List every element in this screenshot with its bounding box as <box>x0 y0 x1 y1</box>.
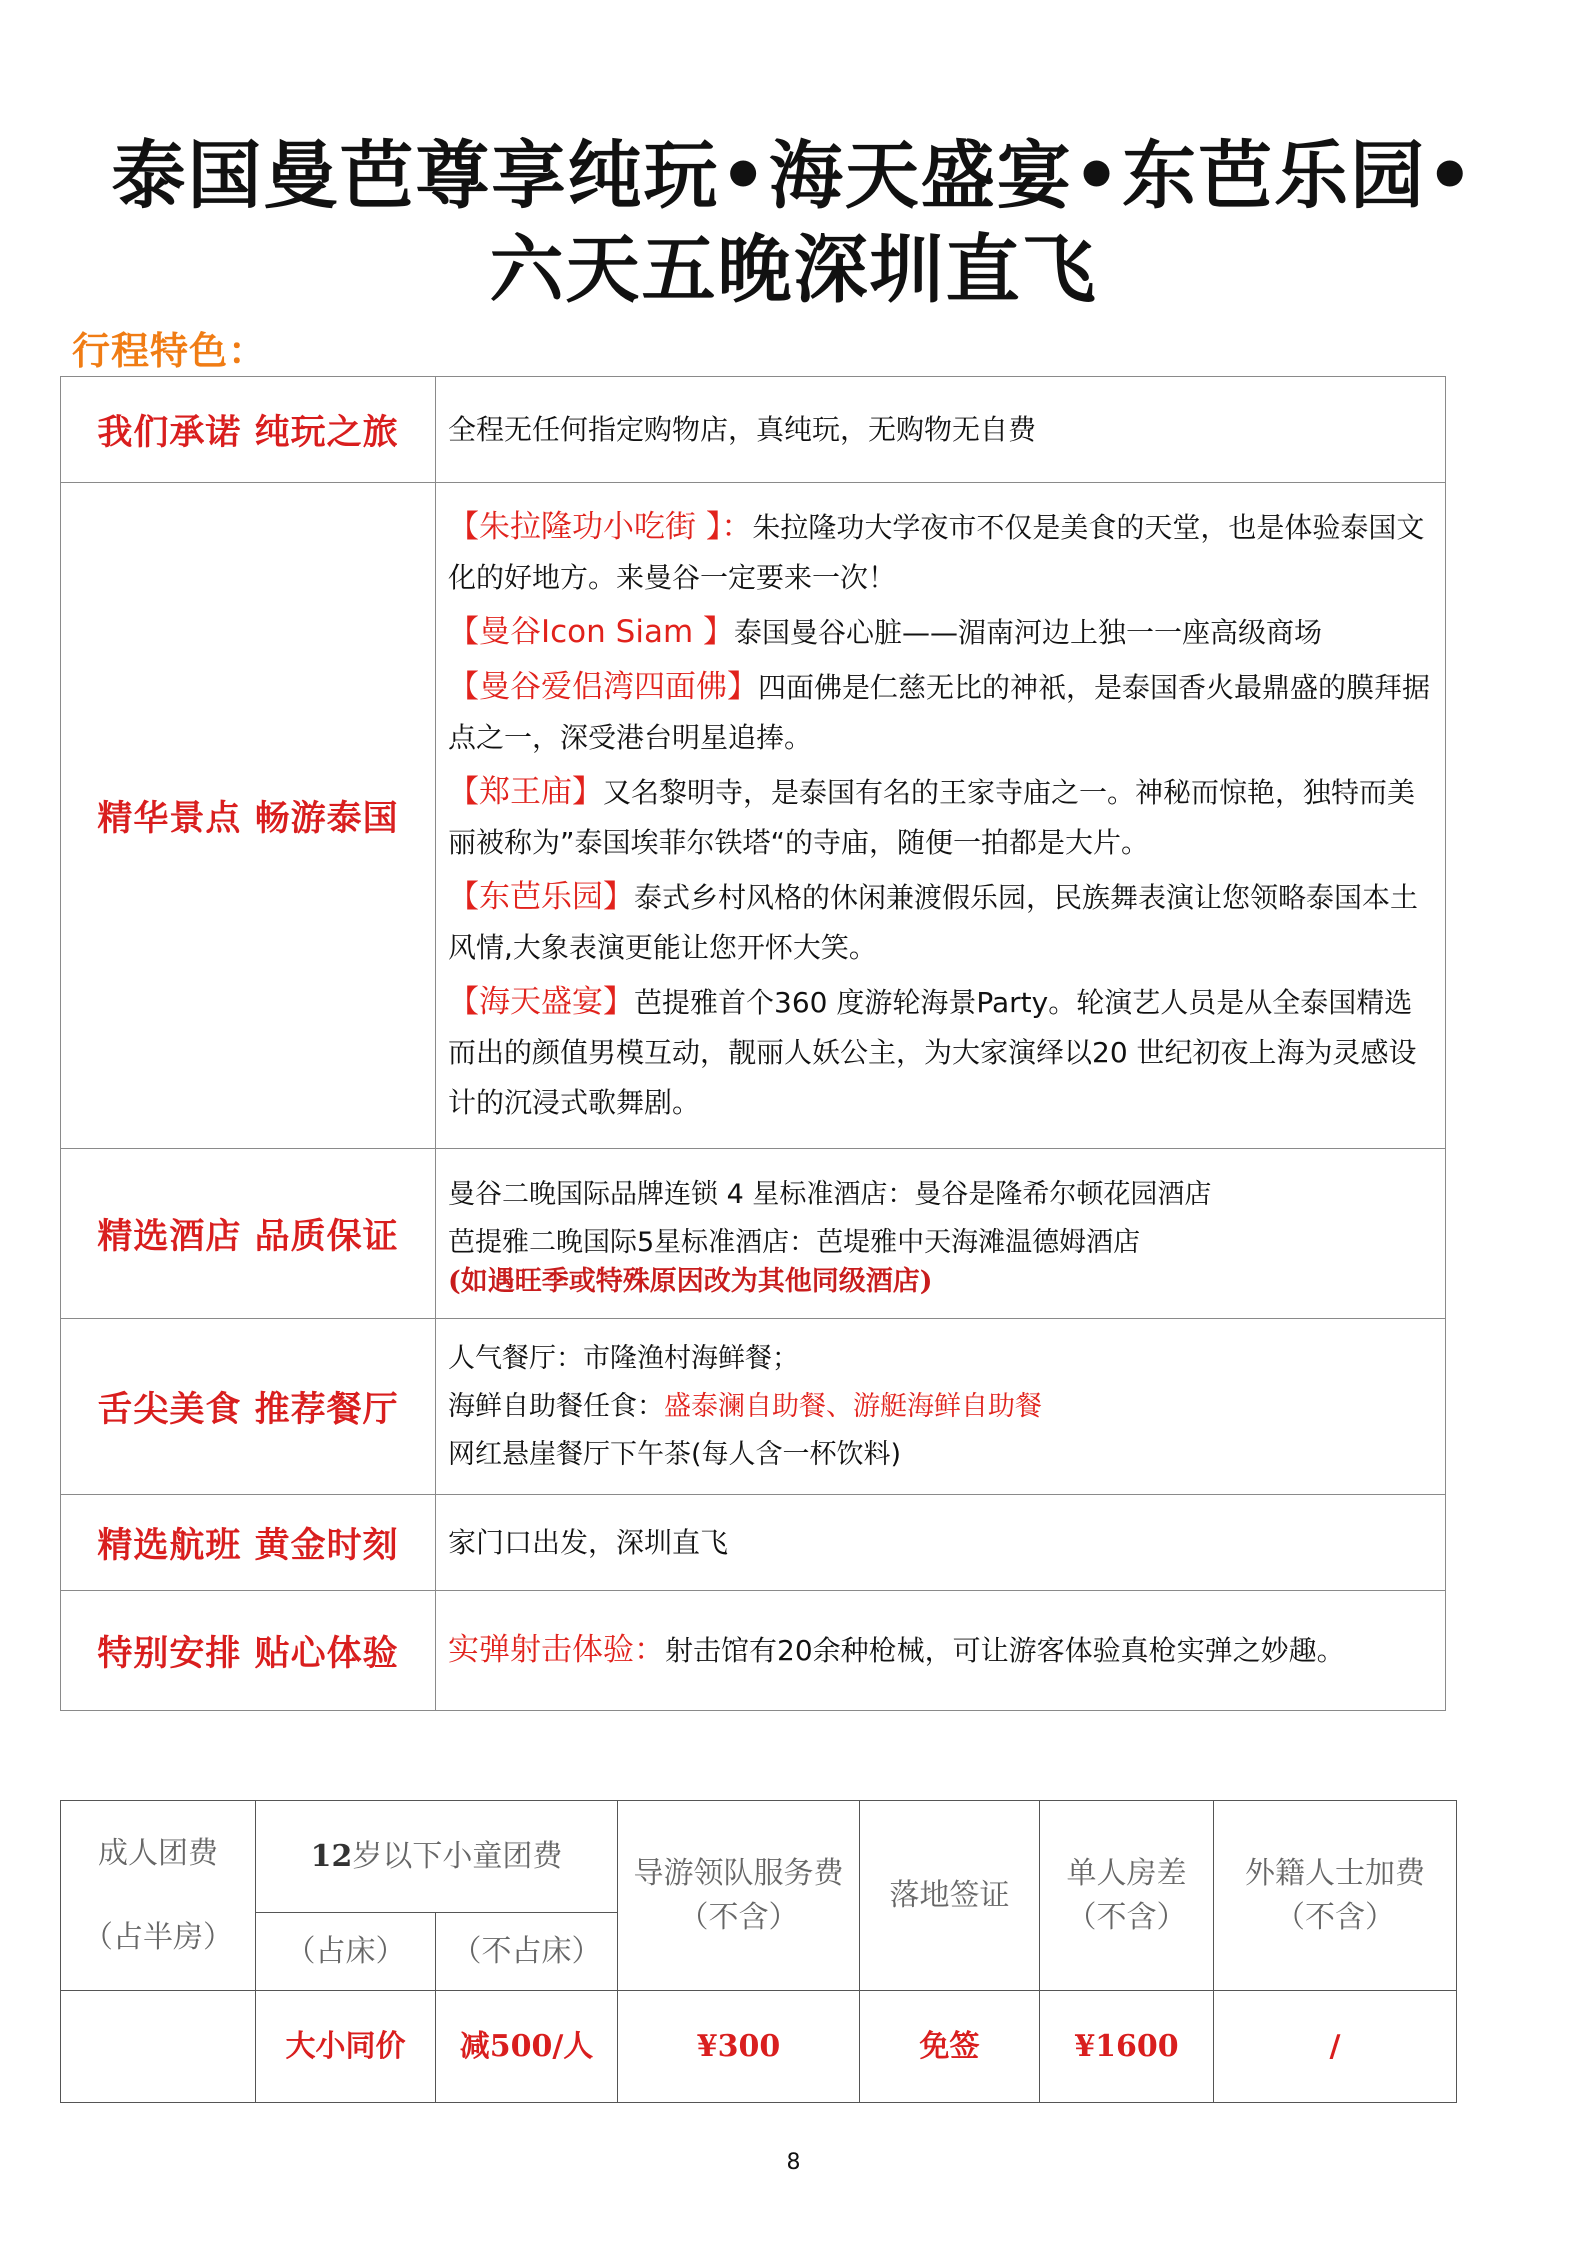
feature-label: 精选酒店 品质保证 <box>61 1149 436 1319</box>
feature-row-sights <box>61 483 1446 1149</box>
price-header-row <box>61 1801 1457 1913</box>
sight-name: 【曼谷Icon Siam 】 <box>448 613 734 650</box>
sight-item <box>448 607 1433 658</box>
special-head: 实弹射击体验： <box>448 1632 665 1668</box>
page-title-line-2: 六天五晚深圳直飞 <box>489 227 1098 313</box>
sight-desc: 朱拉隆功大学夜市不仅是美食的天堂，也是体验泰国文化的好地方。来曼谷一定要来一次！ <box>448 510 1425 594</box>
sight-name: 【海天盛宴】 <box>448 983 634 1020</box>
guide-fee-header: 导游领队服务费 （不含） <box>618 1801 860 1991</box>
features-table <box>60 376 1446 1711</box>
feature-value: 全程无任何指定购物店，真纯玩，无购物无自费 <box>436 377 1446 483</box>
sight-name: 【朱拉隆功小吃街 】： <box>448 508 753 545</box>
special-desc: 射击馆有20余种枪械，可让游客体验真枪实弹之妙趣。 <box>665 1634 1345 1667</box>
foreigner-fee-header: 外籍人士加费 （不含） <box>1214 1801 1457 1991</box>
feature-row-promise <box>61 377 1446 483</box>
adult-fee-value <box>61 1991 256 2103</box>
sight-name: 【曼谷爱侣湾四面佛】 <box>448 668 758 705</box>
child-bed-value: 大小同价 <box>256 1991 436 2103</box>
foreigner-fee-value: / <box>1214 1991 1457 2103</box>
sight-name: 【东芭乐园】 <box>448 878 634 915</box>
hotel-line: 曼谷二晚国际品牌连锁 4 星标准酒店：曼谷是隆希尔顿花园酒店 <box>448 1178 1212 1210</box>
feature-label: 舌尖美食 推荐餐厅 <box>61 1319 436 1495</box>
child-fee-header: 12岁以下小童团费 <box>256 1801 618 1913</box>
feature-row-flight <box>61 1495 1446 1591</box>
feature-value <box>436 1319 1446 1495</box>
sight-item <box>448 662 1433 763</box>
sight-item <box>448 872 1433 973</box>
feature-label: 我们承诺 纯玩之旅 <box>61 377 436 483</box>
food-line <box>448 1383 1433 1431</box>
sight-desc: 又名黎明寺，是泰国有名的王家寺庙之一。神秘而惊艳，独特而美丽被称为”泰国埃菲尔铁塔“的寺庙，随便一拍都是大片。 <box>448 775 1416 859</box>
page-number: 8 <box>786 2150 801 2175</box>
hotel-note: (如遇旺季或特殊原因改为其他同级酒店) <box>448 1265 933 1297</box>
child-nobed-value: 减500/人 <box>436 1991 618 2103</box>
visa-value: 免签 <box>860 1991 1040 2103</box>
single-room-header: 单人房差 （不含） <box>1040 1801 1214 1991</box>
price-value-row <box>61 1991 1457 2103</box>
child-nobed-header: （不占床） <box>436 1913 618 1991</box>
price-table <box>60 1800 1457 2103</box>
feature-label: 精华景点 畅游泰国 <box>61 483 436 1149</box>
sight-desc: 泰式乡村风格的休闲兼渡假乐园，民族舞表演让您领略泰国本土风情,大象表演更能让您开怀大笑。 <box>448 880 1419 964</box>
sight-item <box>448 502 1433 603</box>
hotel-line: 芭提雅二晚国际5星标准酒店：芭堤雅中天海滩温德姆酒店 <box>448 1226 1141 1258</box>
feature-row-hotel <box>61 1149 1446 1319</box>
food-line: 网红悬崖餐厅下午茶(每人含一杯饮料) <box>448 1438 902 1470</box>
food-highlight: 盛泰澜自助餐、游艇海鲜自助餐 <box>664 1390 1042 1422</box>
adult-fee-header: 成人团费 （占半房） <box>61 1801 256 1991</box>
sight-name: 【郑王庙】 <box>448 773 603 810</box>
sight-item <box>448 977 1433 1128</box>
sight-desc: 四面佛是仁慈无比的神祇，是泰国香火最鼎盛的膜拜据点之一，深受港台明星追捧。 <box>448 670 1431 754</box>
feature-value <box>436 1591 1446 1711</box>
sight-item <box>448 767 1433 868</box>
feature-value <box>436 483 1446 1149</box>
sight-desc: 泰国曼谷心脏——湄南河边上独一一座高级商场 <box>734 615 1323 649</box>
food-prefix: 海鲜自助餐任食： <box>448 1390 664 1422</box>
child-bed-header: （占床） <box>256 1913 436 1991</box>
feature-row-food <box>61 1319 1446 1495</box>
page-title-line-1: 泰国曼芭尊享纯玩•海天盛宴•东芭乐园• <box>111 133 1476 219</box>
feature-row-special <box>61 1591 1446 1711</box>
single-room-value: ¥1600 <box>1040 1991 1214 2103</box>
feature-value <box>436 1149 1446 1319</box>
feature-value: 家门口出发，深圳直飞 <box>436 1495 1446 1591</box>
sight-desc: 芭提雅首个360 度游轮海景Party。轮演艺人员是从全泰国精选而出的颜值男模互动，靓丽人妖公主，为大家演绎以20 世纪初夜上海为灵感设计的沉浸式歌舞剧。 <box>448 985 1417 1119</box>
guide-fee-value: ¥300 <box>618 1991 860 2103</box>
food-line: 人气餐厅：市隆渔村海鲜餐； <box>448 1342 799 1374</box>
visa-header: 落地签证 <box>860 1801 1040 1991</box>
section-heading: 行程特色： <box>72 329 268 373</box>
feature-label: 特别安排 贴心体验 <box>61 1591 436 1711</box>
feature-label: 精选航班 黄金时刻 <box>61 1495 436 1591</box>
